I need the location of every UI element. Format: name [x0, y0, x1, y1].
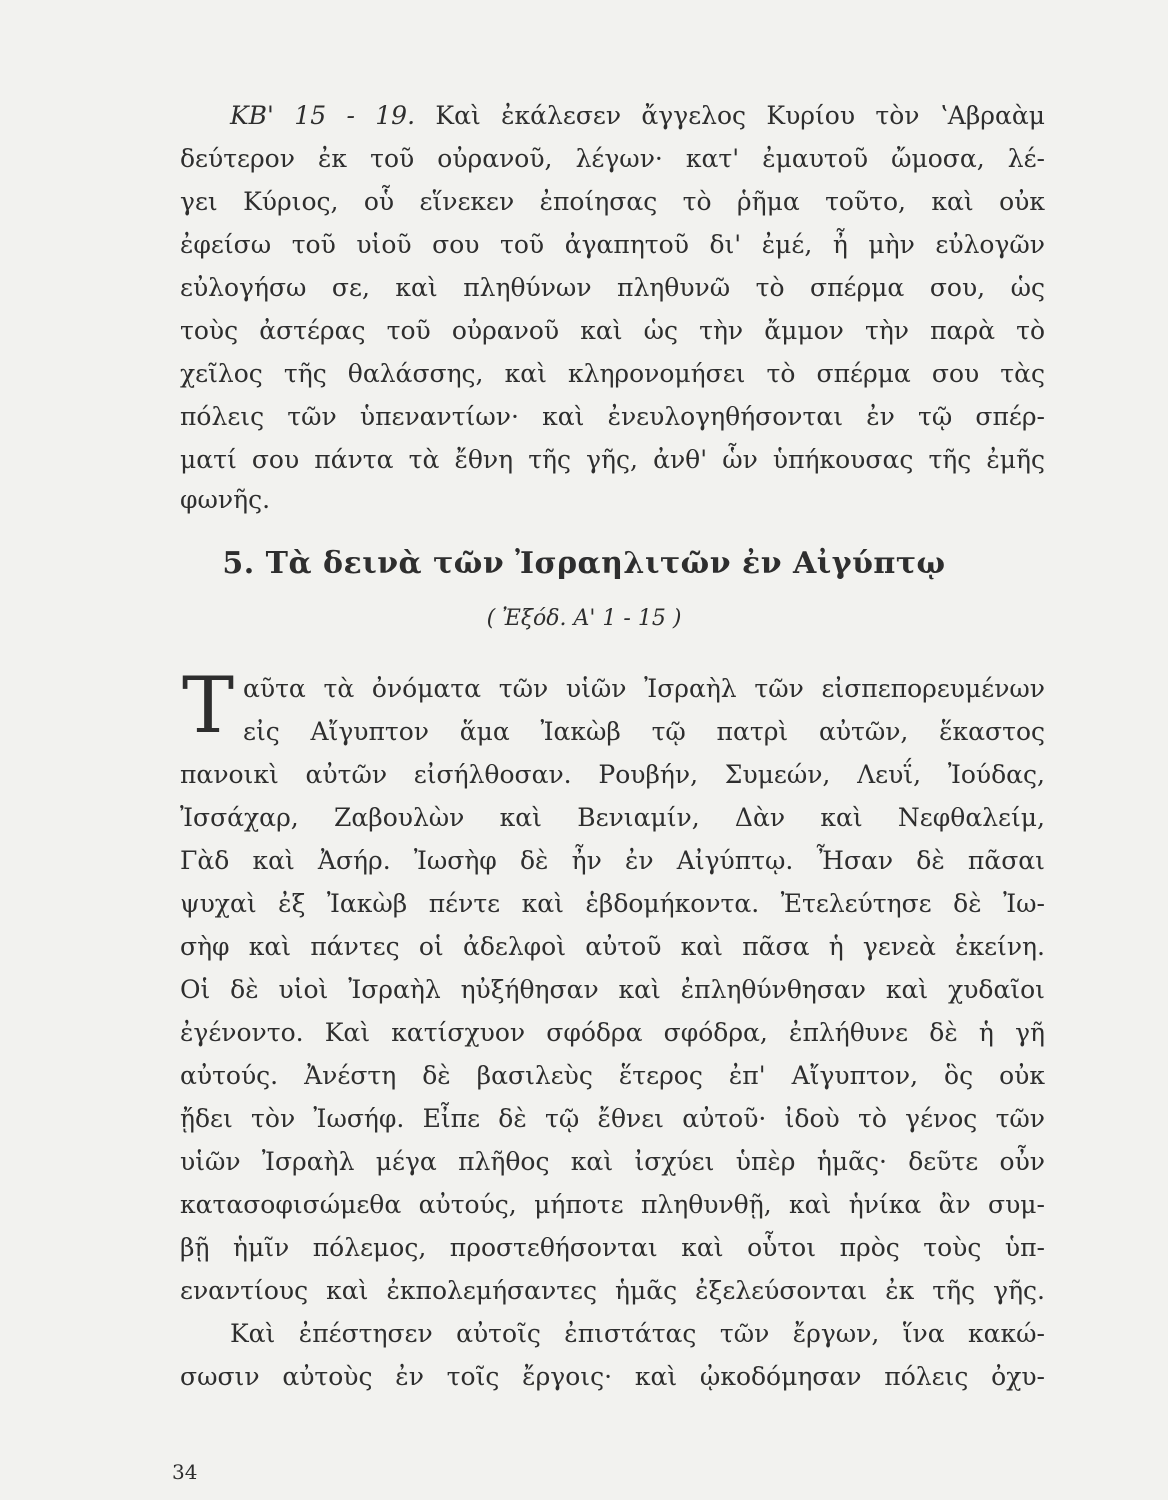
text-line: εναντίους καὶ ἐκπολεμήσαντες ἡμᾶς ἐξελεύσονται ἐκ τῆς γῆς.: [180, 1276, 1045, 1305]
text-line: πανοικὶ αὐτῶν εἰσήλθοσαν. Ρουβήν, Συμεών, Λευΐ, Ἰούδας,: [180, 760, 1045, 789]
text-line: Οἱ δὲ υἱοὶ Ἰσραὴλ ηὐξήθησαν καὶ ἐπληθύνθησαν καὶ χυδαῖοι: [180, 975, 1045, 1004]
text-line: γει Κύριος, οὗ εἵνεκεν ἐποίησας τὸ ῥῆμα τοῦτο, καὶ οὐκ: [180, 187, 1045, 216]
text-line: ΚΒ' 15 - 19. Καὶ ἐκάλεσεν ἄγγελος Κυρίου τὸν ʽΑβραὰμ: [230, 101, 1045, 130]
text-line: δεύτερον ἐκ τοῦ οὐρανοῦ, λέγων· κατ' ἐμαυτοῦ ὤμοσα, λέ-: [180, 144, 1045, 173]
text-line: σὴφ καὶ πάντες οἱ ἀδελφοὶ αὐτοῦ καὶ πᾶσα ἡ γενεὰ ἐκείνη.: [180, 932, 1045, 961]
text-line: ψυχαὶ ἐξ Ἰακὼβ πέντε καὶ ἑβδομήκοντα. Ἐτελεύτησε δὲ Ἰω-: [180, 889, 1045, 918]
text-line: αὐτούς. Ἀνέστη δὲ βασιλεὺς ἕτερος ἐπ' Αἴγυπτον, ὃς οὐκ: [180, 1061, 1045, 1090]
text-line: σωσιν αὐτοὺς ἐν τοῖς ἔργοις· καὶ ᾠκοδόμησαν πόλεις ὀχυ-: [180, 1362, 1045, 1391]
text-line: πόλεις τῶν ὑπεναντίων· καὶ ἐνευλογηθήσονται ἐν τῷ σπέρ-: [180, 402, 1045, 431]
text-line: Γὰδ καὶ Ἀσήρ. Ἰωσὴφ δὲ ἦν ἐν Αἰγύπτῳ. Ἦσαν δὲ πᾶσαι: [180, 846, 1045, 875]
text-line: Ἰσσάχαρ, Ζαβουλὼν καὶ Βενιαμίν, Δὰν καὶ Νεφθαλείμ,: [180, 803, 1045, 832]
page-number: 34: [172, 1460, 198, 1484]
text-line: ᾔδει τὸν Ἰωσήφ. Εἶπε δὲ τῷ ἔθνει αὐτοῦ· ἰδοὺ τὸ γένος τῶν: [180, 1104, 1045, 1133]
text-line: τοὺς ἀστέρας τοῦ οὐρανοῦ καὶ ὡς τὴν ἄμμον τὴν παρὰ τὸ: [180, 316, 1045, 345]
text-line: βῇ ἡμῖν πόλεμος, προστεθήσονται καὶ οὗτοι πρὸς τοὺς ὑπ-: [180, 1233, 1045, 1262]
section-reference: ( Ἐξόδ. Α' 1 - 15 ): [486, 606, 682, 631]
verse-reference: ΚΒ' 15 - 19.: [230, 101, 416, 130]
text-line: εἰς Αἴγυπτον ἅμα Ἰακὼβ τῷ πατρὶ αὐτῶν, ἕκαστος: [243, 717, 1045, 746]
text-line: ματί σου πάντα τὰ ἔθνη τῆς γῆς, ἀνθ' ὧν ὑπήκουσας τῆς ἐμῆς: [180, 445, 1045, 474]
text-line: εὐλογήσω σε, καὶ πληθύνων πληθυνῶ τὸ σπέρμα σου, ὡς: [180, 273, 1045, 302]
section-heading: 5. Τὰ δεινὰ τῶν Ἰσραηλιτῶν ἐν Αἰγύπτῳ: [222, 546, 946, 581]
text-line: ἐγένοντο. Καὶ κατίσχυον σφόδρα σφόδρα, ἐπλήθυνε δὲ ἡ γῆ: [180, 1018, 1045, 1047]
text-line: υἱῶν Ἰσραὴλ μέγα πλῆθος καὶ ἰσχύει ὑπὲρ ἡμᾶς· δεῦτε οὖν: [180, 1147, 1045, 1176]
text-line: κατασοφισώμεθα αὐτούς, μήποτε πληθυνθῇ, καὶ ἡνίκα ἂν συμ-: [180, 1190, 1045, 1219]
text-line: χεῖλος τῆς θαλάσσης, καὶ κληρονομήσει τὸ σπέρμα σου τὰς: [180, 359, 1045, 388]
text-line: φωνῆς.: [180, 485, 271, 514]
text-line: ἐφείσω τοῦ υἱοῦ σου τοῦ ἀγαπητοῦ δι' ἐμέ, ἦ μὴν εὐλογῶν: [180, 230, 1045, 259]
drop-cap: T: [182, 661, 235, 751]
text-line: αῦτα τὰ ὀνόματα τῶν υἱῶν Ἰσραὴλ τῶν εἰσπεπορευμένων: [243, 674, 1045, 703]
text-line: Καὶ ἐπέστησεν αὐτοῖς ἐπιστάτας τῶν ἔργων, ἵνα κακώ-: [230, 1319, 1045, 1348]
